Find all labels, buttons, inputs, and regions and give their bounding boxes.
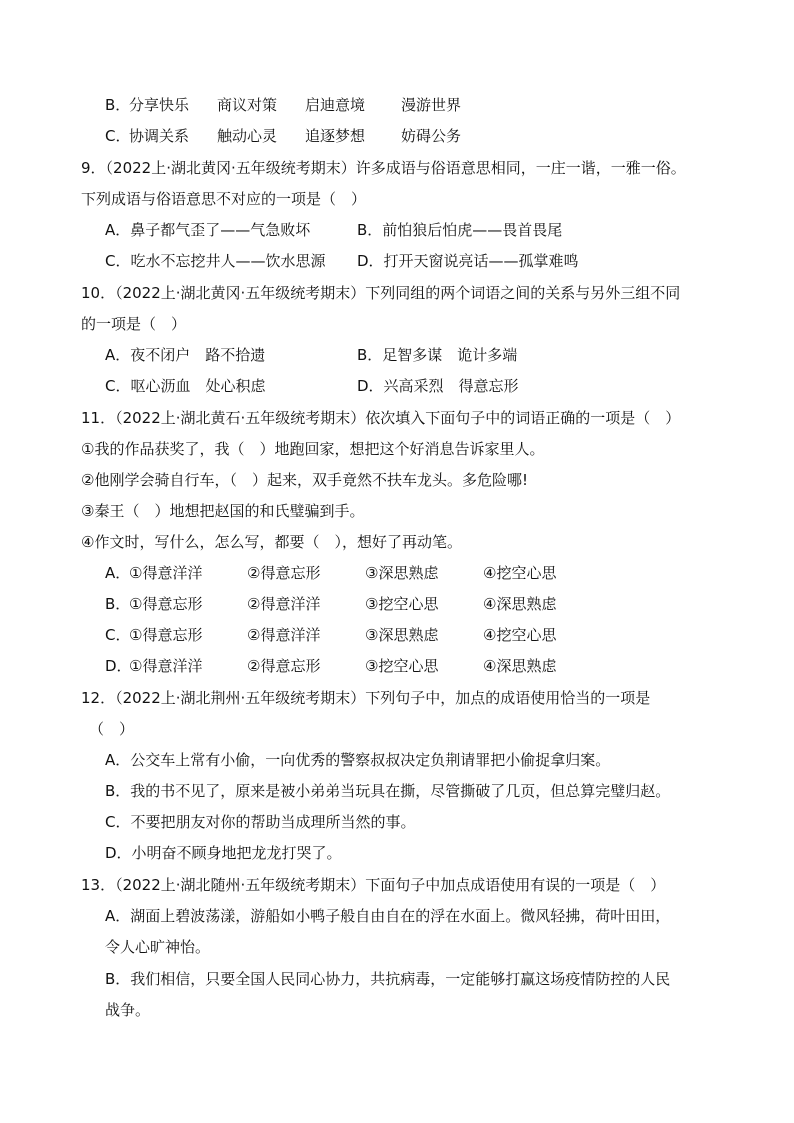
- q8-option-b-word-2: 商议对策: [217, 96, 278, 114]
- q13-option-a-line-2[interactable]: 令人心旷神怡。: [105, 938, 211, 956]
- q10-option-b[interactable]: B．足智多谋 诡计多端: [357, 346, 518, 364]
- q11-option-d-word-4: ④深思熟虑: [483, 657, 557, 675]
- q12-stem-line-1: 12．（2022上·湖北荆州·五年级统考期末）下列句子中，加点的成语使用恰当的一项是: [81, 689, 651, 707]
- q12-option-d[interactable]: D．小明奋不顾身地把龙龙打哭了。: [105, 844, 342, 862]
- q11-option-a-word-2: ②得意忘形: [247, 564, 321, 582]
- q10-option-d[interactable]: D．兴高采烈 得意忘形: [357, 377, 519, 395]
- q11-option-c-word-1: ①得意忘形: [129, 626, 203, 644]
- q11-option-c-word-3: ③深思熟虑: [365, 626, 439, 644]
- q8-option-c-word-2: 触动心灵: [217, 127, 278, 145]
- q8-option-b-word-4: 漫游世界: [401, 96, 462, 114]
- q11-option-b-label: B．: [105, 595, 131, 613]
- q11-option-d-word-1: ①得意洋洋: [129, 657, 203, 675]
- q13-stem: 13．（2022上·湖北随州·五年级统考期末）下面句子中加点成语使用有误的一项是（ ）: [81, 876, 666, 894]
- q8-option-c-word-1: 协调关系: [129, 127, 190, 145]
- q10-stem-line-1: 10．（2022上·湖北黄冈·五年级统考期末）下列同组的两个词语之间的关系与另外三组不同: [81, 284, 681, 302]
- q11-option-a-word-1: ①得意洋洋: [129, 564, 203, 582]
- q13-option-b-line-2[interactable]: 战争。: [105, 1001, 151, 1019]
- q8-option-c-word-3: 追逐梦想: [305, 127, 366, 145]
- q11-option-d-label: D．: [105, 657, 132, 675]
- q11-sentence-1: ①我的作品获奖了，我（ ）地跑回家，想把这个好消息告诉家里人。: [81, 440, 545, 458]
- q12-option-b[interactable]: B．我的书不见了，原来是被小弟弟当玩具在撕，尽管撕破了几页，但总算完璧归赵。: [105, 782, 671, 800]
- q11-option-a-label: A．: [105, 564, 131, 582]
- q11-option-c-word-4: ④挖空心思: [483, 626, 557, 644]
- q11-option-d-word-2: ②得意忘形: [247, 657, 321, 675]
- q13-option-b-line-1[interactable]: B．我们相信，只要全国人民同心协力，共抗病毒，一定能够打赢这场疫情防控的人民: [105, 970, 671, 988]
- q9-stem-line-2: 下列成语与俗语意思不对应的一项是（ ）: [81, 190, 367, 208]
- q10-stem-line-2: 的一项是（ ）: [81, 315, 187, 333]
- q11-stem: 11．（2022上·湖北黄石·五年级统考期末）依次填入下面句子中的词语正确的一项是（ ）: [81, 409, 681, 427]
- q8-option-c-word-4: 妨碍公务: [401, 127, 462, 145]
- q11-option-a-word-4: ④挖空心思: [483, 564, 557, 582]
- q11-option-d-word-3: ③挖空心思: [365, 657, 439, 675]
- q11-option-b-word-4: ④深思熟虑: [483, 595, 557, 613]
- q10-option-c[interactable]: C．呕心沥血 处心积虑: [105, 377, 266, 395]
- q12-stem-line-2: （ ）: [89, 720, 135, 738]
- q8-option-c-label: C．: [105, 127, 131, 145]
- q9-stem-line-1: 9．（2022上·湖北黄冈·五年级统考期末）许多成语与俗语意思相同，一庄一谐，一雅一俗。: [81, 159, 686, 177]
- q11-option-c-word-2: ②得意洋洋: [247, 626, 321, 644]
- q12-option-c[interactable]: C．不要把朋友对你的帮助当成理所当然的事。: [105, 813, 416, 831]
- q8-option-b-word-3: 启迪意境: [305, 96, 366, 114]
- q8-option-b-label: B．: [105, 96, 131, 114]
- q8-option-b-word-1: 分享快乐: [129, 96, 190, 114]
- q11-option-b-word-3: ③挖空心思: [365, 595, 439, 613]
- q9-option-c[interactable]: C．吃水不忘挖井人——饮水思源: [105, 252, 326, 270]
- q11-option-b-word-2: ②得意洋洋: [247, 595, 321, 613]
- q13-option-a-line-1[interactable]: A．湖面上碧波荡漾，游船如小鸭子般自由自在的浮在水面上。微风轻拂，荷叶田田，: [105, 907, 671, 925]
- q11-option-c-label: C．: [105, 626, 131, 644]
- q9-option-d[interactable]: D．打开天窗说亮话——孤掌难鸣: [357, 252, 579, 270]
- q12-option-a[interactable]: A．公交车上常有小偷，一向优秀的警察叔叔决定负荆请罪把小偷捉拿归案。: [105, 751, 611, 769]
- q11-option-b-word-1: ①得意忘形: [129, 595, 203, 613]
- q10-option-a[interactable]: A．夜不闭户 路不拾遗: [105, 346, 266, 364]
- q9-option-a[interactable]: A．鼻子都气歪了——气急败坏: [105, 221, 311, 239]
- q9-option-b[interactable]: B．前怕狼后怕虎——畏首畏尾: [357, 221, 563, 239]
- q11-sentence-4: ④作文时，写什么，怎么写，都要（ ），想好了再动笔。: [81, 533, 462, 551]
- q11-sentence-2: ②他刚学会骑自行车，（ ）起来，双手竟然不扶车龙头。多危险哪!: [81, 471, 528, 489]
- q11-option-a-word-3: ③深思熟虑: [365, 564, 439, 582]
- q11-sentence-3: ③秦王（ ）地想把赵国的和氏璧骗到手。: [81, 502, 365, 520]
